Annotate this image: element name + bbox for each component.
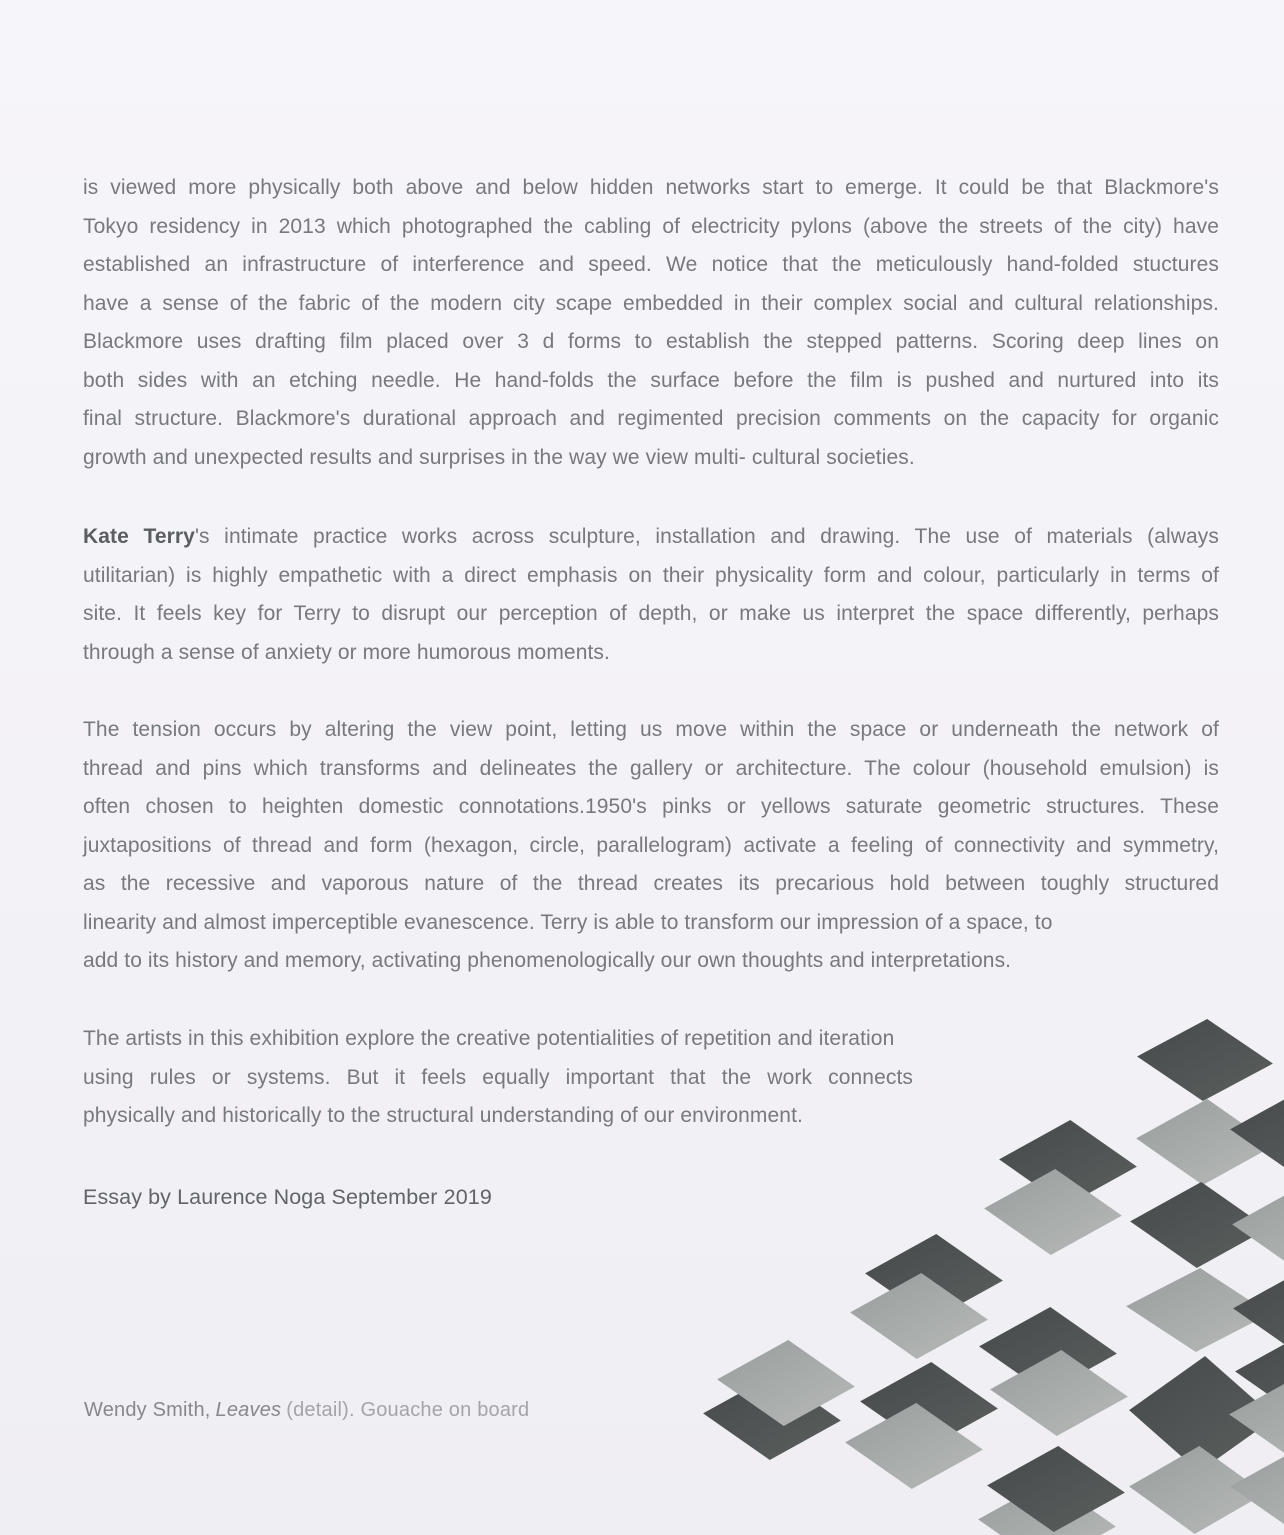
essay-line: The tension occurs by altering the view point, letting us move within the space or underneath the network of xyxy=(83,718,1219,741)
essay-line: is viewed more physically both above and below hidden networks start to emerge. It could be that Blackmore's xyxy=(83,176,1219,199)
essay-paragraph-kate-terry xyxy=(83,518,1219,672)
essay-line: juxtapositions of thread and form (hexagon, circle, parallelogram) activate a feeling of connectivity and symmetry, xyxy=(83,833,1219,857)
essay-line: as the recessive and vaporous nature of the thread creates its precarious hold between toughly structured xyxy=(83,872,1219,895)
essay-line: established an infrastructure of interference and speed. We notice that the meticulously hand-folded stuctures xyxy=(83,253,1219,276)
essay-line: both sides with an etching needle. He hand-folds the surface before the film is pushed and nurtured into its xyxy=(83,368,1219,392)
light-diamond-shape xyxy=(1230,1181,1284,1274)
essay-line: Kate Terry's intimate practice works across sculpture, installation and drawing. The use of materials (always xyxy=(83,525,1220,548)
artwork-diamond-pattern xyxy=(698,998,1284,1535)
essay-line: using rules or systems. But it feels equally important that the work connects xyxy=(83,1065,913,1089)
essay-line: Blackmore uses drafting film placed over 3 d forms to establish the stepped patterns. Scoring deep lines on xyxy=(83,330,1219,353)
essay-line: The artists in this exhibition explore the creative potentialities of repetition and iteration xyxy=(83,1027,895,1050)
essay-line: growth and unexpected results and surprises in the way we view multi- cultural societies. xyxy=(83,445,915,469)
essay-line: Tokyo residency in 2013 which photographed the cabling of electricity pylons (above the streets of the city) have xyxy=(83,214,1219,238)
artwork-caption xyxy=(84,1397,529,1423)
essay-line: thread and pins which transforms and delineates the gallery or architecture. The colour (household emulsion) is xyxy=(83,756,1219,780)
essay-paragraph-blackmore xyxy=(83,169,1219,477)
caption-artist-name: Wendy Smith, xyxy=(84,1399,211,1421)
dark-diamond-shape xyxy=(1231,1265,1284,1358)
essay-line: final structure. Blackmore's durational approach and regimented precision comments on the capacity for organic xyxy=(83,407,1219,430)
essay-line: utilitarian) is highly empathetic with a direct emphasis on their physicality form and colour, particularly in terms of xyxy=(83,563,1219,587)
essay-byline: Essay by Laurence Noga September 2019 xyxy=(83,1185,492,1209)
artist-name-bold: Kate Terry xyxy=(83,525,195,548)
essay-paragraph-tension xyxy=(83,711,1219,981)
essay-line: site. It feels key for Terry to disrupt our perception of depth, or make us interpret the space differently, perhaps xyxy=(83,602,1219,625)
essay-line: through a sense of anxiety or more humorous moments. xyxy=(83,640,610,664)
essay-line: have a sense of the fabric of the modern city scape embedded in their complex social and cultural relationships. xyxy=(83,291,1219,315)
essay-line: physically and historically to the structural understanding of our environment. xyxy=(83,1104,803,1127)
essay-line: add to its history and memory, activating phenomenologically our own thoughts and interpretations. xyxy=(83,949,1012,972)
essay-line: often chosen to heighten domestic connotations.1950's pinks or yellows saturate geometric structures. These xyxy=(83,795,1219,818)
caption-medium: (detail). Gouache on board xyxy=(286,1399,530,1421)
caption-artwork-title: Leaves xyxy=(215,1399,282,1421)
dark-diamond-shape xyxy=(1135,1015,1275,1104)
essay-line: linearity and almost imperceptible evanescence. Terry is able to transform our impression of a space, to xyxy=(83,910,1053,934)
light-diamond-shape xyxy=(1228,1443,1284,1535)
